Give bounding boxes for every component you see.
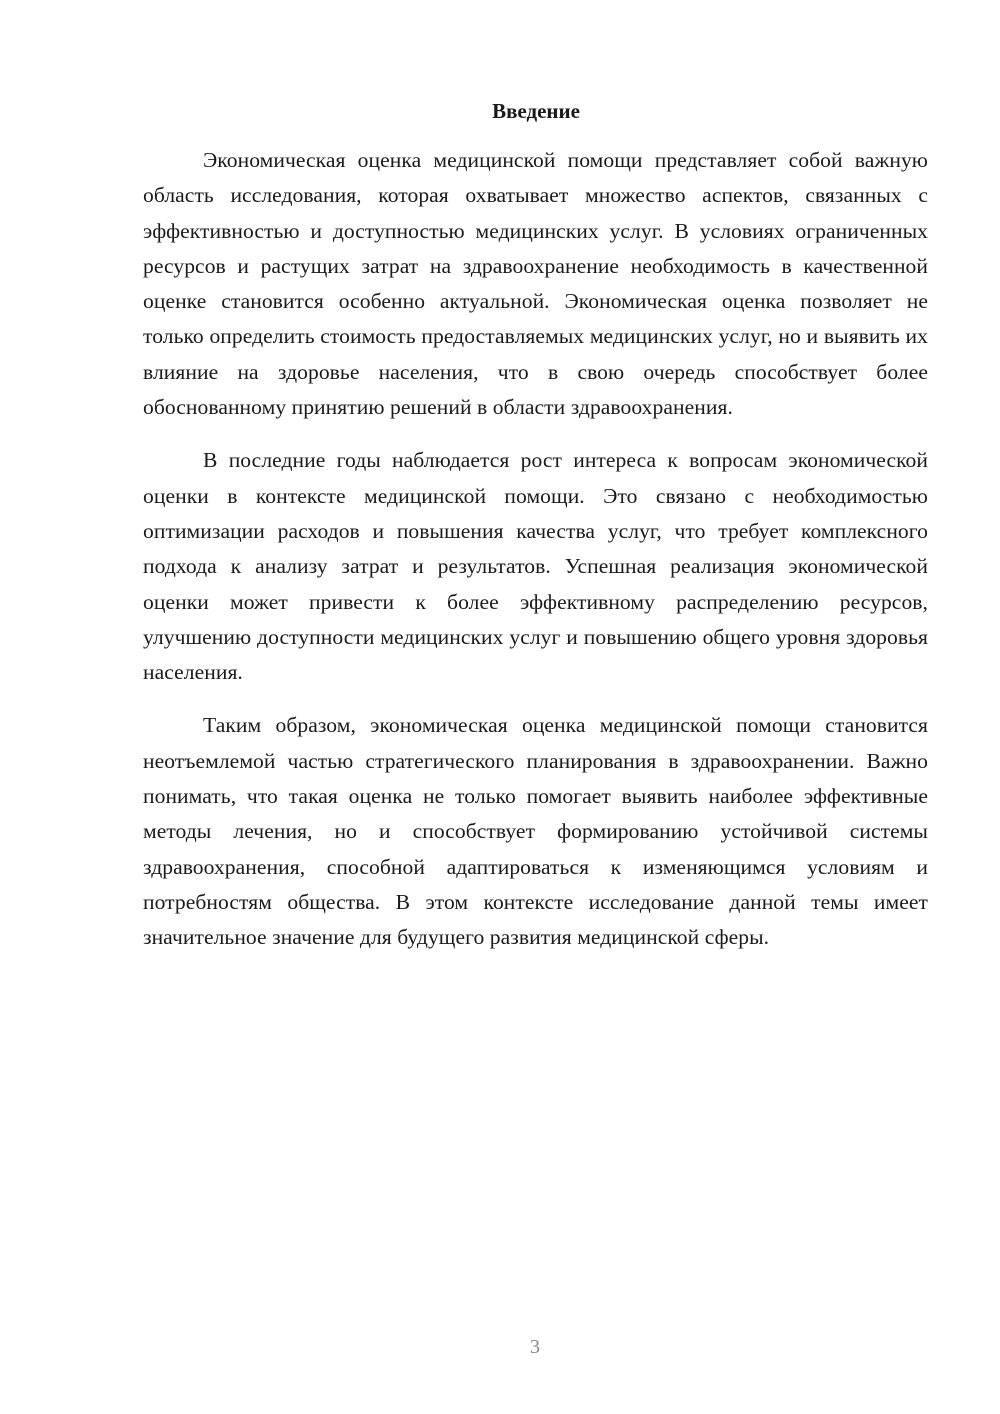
paragraph-1: Экономическая оценка медицинской помощи представляет собой важную область исследования, которая охватывает множество аспектов, связанных с эффективностью и доступностью медицинских услуг. В условиях ограниченных ресурсов и растущих затрат на здравоохранение необходимость в качественной оценке становится особенно актуальной. Экономическая оценка позволяет не только определить стоимость предоставляемых медицинских услуг, но и выявить их влияние на здоровье населения, что в свою очередь способствует более обоснованному принятию решений в области здравоохранения.	[143, 148, 928, 420]
section-heading: Введение	[492, 99, 580, 123]
paragraph-2: В последние годы наблюдается рост интереса к вопросам экономической оценки в контексте медицинской помощи. Это связано с необходимостью оптимизации расходов и повышения качества услуг, что требует комплексного подхода к анализу затрат и результатов. Успешная реализация экономической оценки может привести к более эффективному распределению ресурсов, улучшению доступности медицинских услуг и повышению общего уровня здоровья населения.	[143, 448, 928, 685]
paragraph-3: Таким образом, экономическая оценка медицинской помощи становится неотъемлемой частью стратегического планирования в здравоохранении. Важно понимать, что такая оценка не только помогает выявить наиболее эффективные методы лечения, но и способствует формированию устойчивой системы здравоохранения, способной адаптироваться к изменяющимся условиям и потребностям общества. В этом контексте исследование данной темы имеет значительное значение для будущего развития медицинской сферы.	[143, 713, 928, 950]
page-content	[143, 95, 928, 974]
page-number: 3	[530, 1336, 540, 1358]
